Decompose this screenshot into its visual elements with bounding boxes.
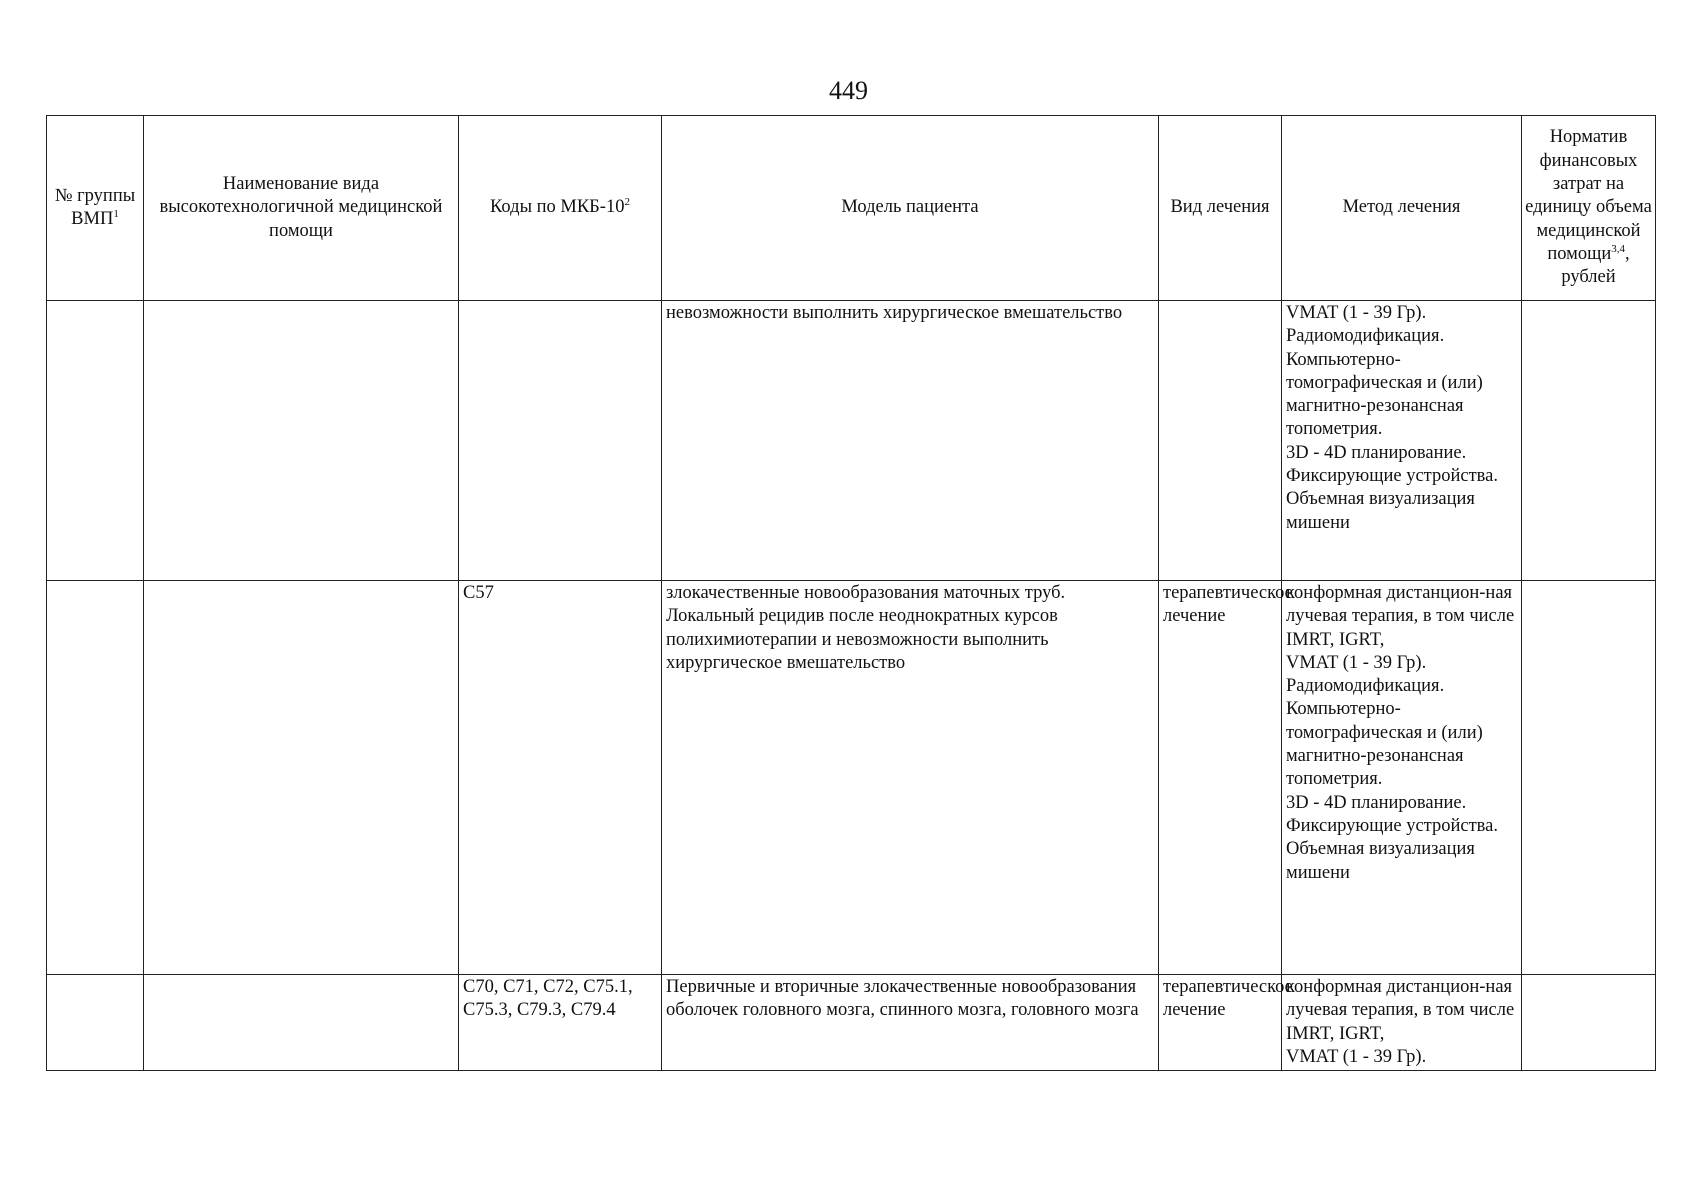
cell-codes: C70, C71, C72, C75.1, C75.3, C79.3, C79.4 bbox=[459, 975, 662, 1071]
vmp-table bbox=[46, 115, 1656, 1071]
cell-name bbox=[144, 301, 459, 581]
table-header-row bbox=[47, 116, 1656, 301]
cell-treatment-type bbox=[1159, 301, 1282, 581]
method-line: 3D - 4D планирование. bbox=[1286, 442, 1467, 463]
cell-method bbox=[1282, 301, 1522, 581]
cell-group-no bbox=[47, 581, 144, 975]
cell-model: Первичные и вторичные злокачественные новообразования оболочек головного мозга, спинного мозга, головного мозга bbox=[662, 975, 1159, 1071]
method-line: конформная дистанцион-ная лучевая терапия, в том числе IMRT, IGRT, bbox=[1286, 977, 1515, 1044]
header-method: Метод лечения bbox=[1282, 116, 1522, 301]
cell-method bbox=[1282, 581, 1522, 975]
method-line: Фиксирующие устройства. bbox=[1286, 815, 1499, 836]
method-line: конформная дистанцион-ная лучевая терапия, в том числе IMRT, IGRT, bbox=[1286, 583, 1515, 650]
cell-treatment-type: терапевтическое лечение bbox=[1159, 975, 1282, 1071]
cell-name bbox=[144, 581, 459, 975]
header-norm: Норматив финансовых затрат на единицу объема медицинской помощи$^{3,4}$, рублей bbox=[1522, 116, 1656, 301]
method-line: 3D - 4D планирование. bbox=[1286, 792, 1467, 813]
cell-method bbox=[1282, 975, 1522, 1071]
method-line: Фиксирующие устройства. bbox=[1286, 466, 1499, 487]
table-row bbox=[47, 301, 1656, 581]
table-row bbox=[47, 975, 1656, 1071]
cell-norm bbox=[1522, 301, 1656, 581]
cell-codes bbox=[459, 301, 662, 581]
cell-model: злокачественные новообразования маточных труб. Локальный рецидив после неоднократных курсов полихимиотерапии и невозможности выполнить хирургическое вмешательство bbox=[662, 581, 1159, 975]
cell-group-no bbox=[47, 975, 144, 1071]
method-line: Объемная визуализация мишени bbox=[1286, 489, 1475, 533]
method-line: VMAT (1 - 39 Гр). bbox=[1286, 1046, 1427, 1067]
header-group-no: № группы ВМП$^1$ bbox=[47, 116, 144, 301]
method-line: Объемная визуализация мишени bbox=[1286, 839, 1475, 883]
header-model: Модель пациента bbox=[662, 116, 1159, 301]
cell-model: невозможности выполнить хирургическое вмешательство bbox=[662, 301, 1159, 581]
method-line: Компьютерно-томографическая и (или) магнитно-резонансная топометрия. bbox=[1286, 349, 1483, 440]
cell-norm bbox=[1522, 581, 1656, 975]
table-row bbox=[47, 581, 1656, 975]
method-line: Радиомодификация. bbox=[1286, 676, 1445, 697]
cell-name bbox=[144, 975, 459, 1071]
method-line: VMAT (1 - 39 Гр). bbox=[1286, 303, 1427, 323]
header-name: Наименование вида высокотехнологичной медицинской помощи bbox=[144, 116, 459, 301]
method-line: Компьютерно-томографическая и (или) магнитно-резонансная топометрия. bbox=[1286, 699, 1483, 790]
header-codes: Коды по МКБ-$10^2$ bbox=[459, 116, 662, 301]
method-line: VMAT (1 - 39 Гр). bbox=[1286, 652, 1427, 673]
cell-group-no bbox=[47, 301, 144, 581]
header-treatment-type: Вид лечения bbox=[1159, 116, 1282, 301]
method-line: Радиомодификация. bbox=[1286, 326, 1445, 347]
cell-norm bbox=[1522, 975, 1656, 1071]
cell-treatment-type: терапевтическое лечение bbox=[1159, 581, 1282, 975]
cell-codes: C57 bbox=[459, 581, 662, 975]
page-number: 449 bbox=[829, 76, 868, 105]
